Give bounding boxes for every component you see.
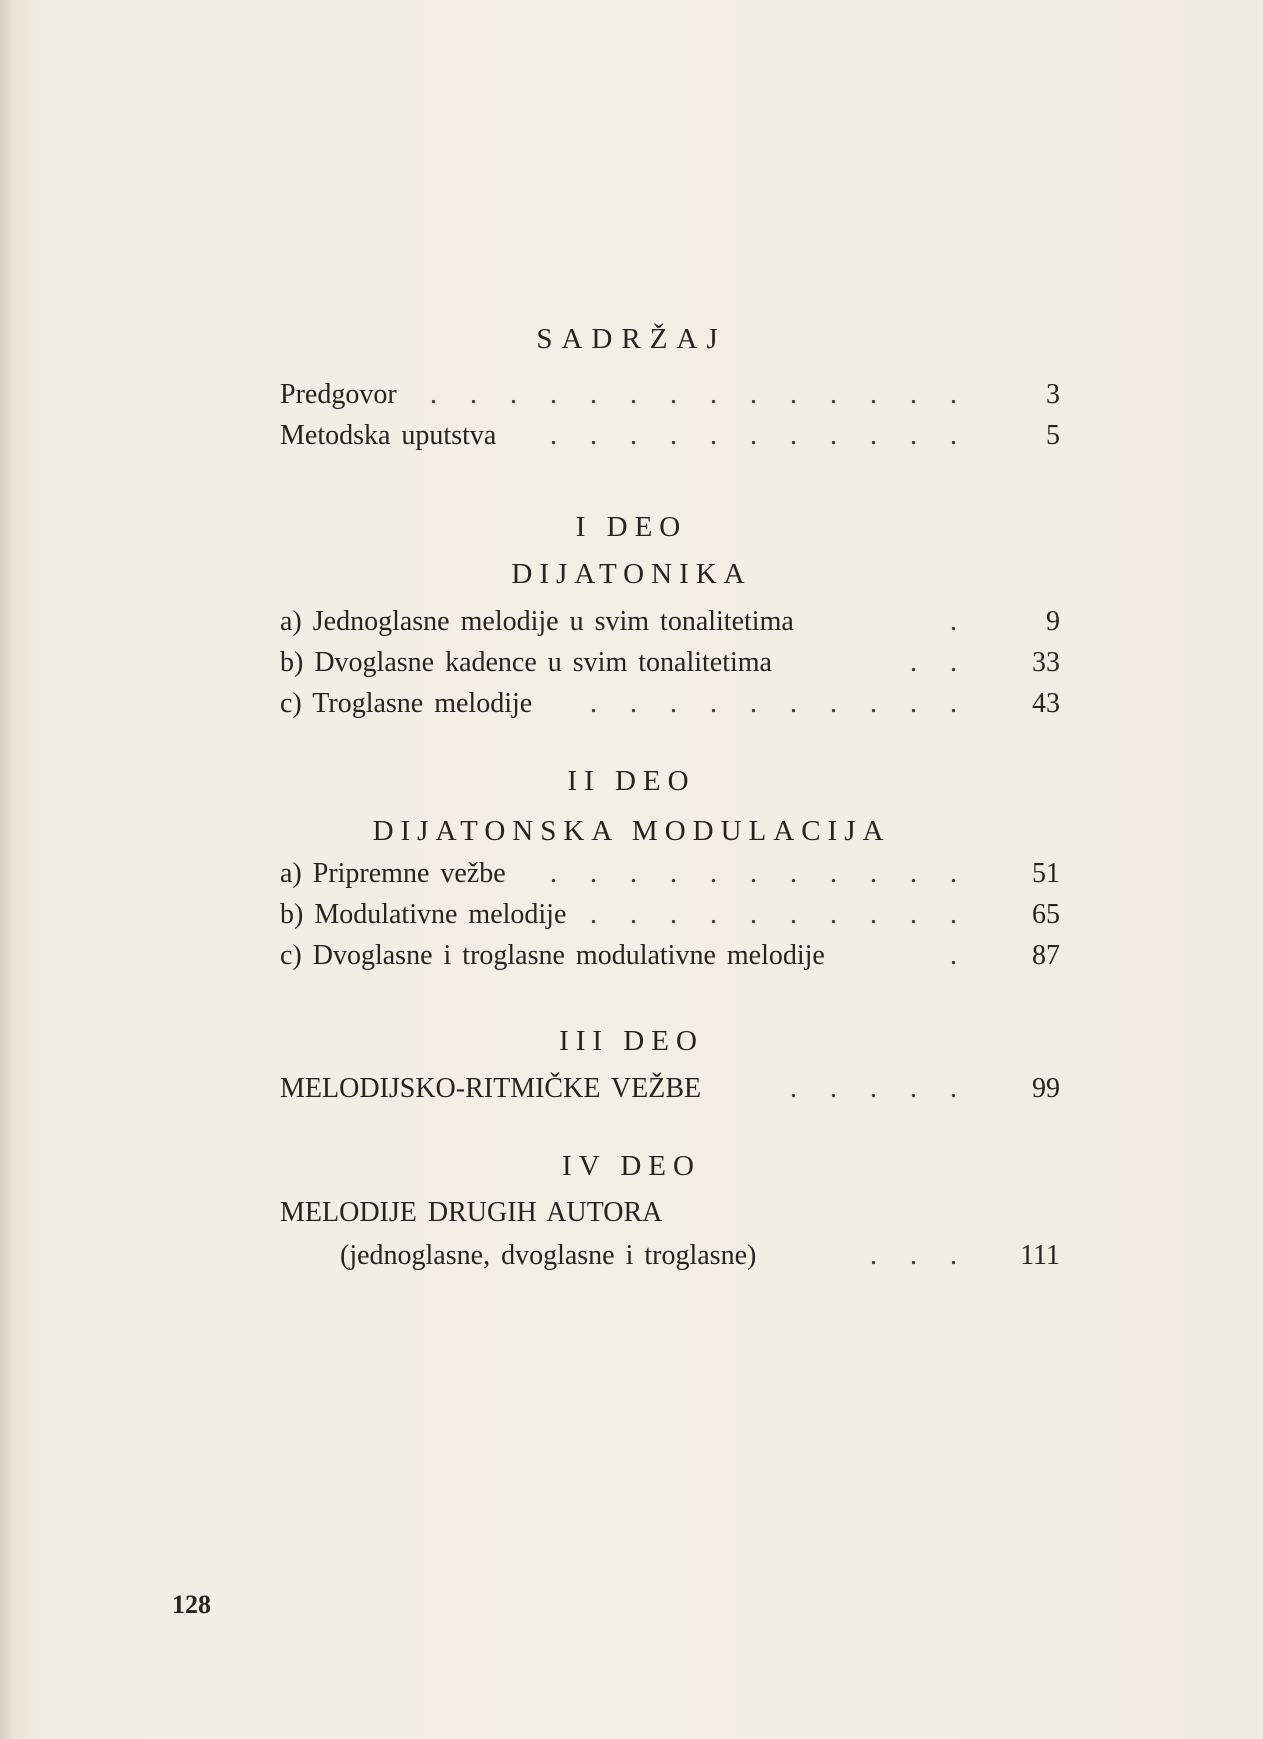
- toc-entry-page: 5: [1046, 420, 1060, 451]
- toc-entry-page: 65: [1032, 899, 1060, 930]
- toc-entry-part2-c: [280, 938, 1060, 974]
- dot-leader: . . . . . . . . . . .: [550, 858, 970, 889]
- toc-entry-title: b) Modulativne melodije: [280, 899, 567, 930]
- toc-entry-predgovor: [280, 377, 1060, 413]
- toc-entry-part3: [280, 1071, 1060, 1107]
- toc-entry-title: c) Troglasne melodije: [280, 688, 533, 719]
- toc-entry-part4: [280, 1238, 1060, 1274]
- dot-leader: . . .: [870, 1240, 970, 1271]
- dot-leader: .: [950, 940, 970, 971]
- toc-entry-title: Metodska uputstva: [280, 420, 497, 451]
- dot-leader: . . . . . . . . . .: [590, 688, 970, 719]
- page-edge-shadow: [0, 0, 14, 1739]
- part-4-subheading: MELODIJE DRUGIH AUTORA: [280, 1197, 663, 1228]
- part-4-heading: IV DEO: [562, 1150, 701, 1182]
- page-number: 128: [172, 1590, 211, 1619]
- toc-entry-title: MELODIJSKO-RITMIČKE VEŽBE: [280, 1073, 702, 1104]
- toc-entry-part1-a: [280, 604, 1060, 640]
- part-1-subheading: DIJATONIKA: [511, 558, 752, 590]
- dot-leader: . . . . . . . . . . .: [550, 420, 970, 451]
- dot-leader: . . . . . . . . . . . . . .: [430, 379, 970, 410]
- dot-leader: .: [950, 606, 970, 637]
- toc-entry-title: b) Dvoglasne kadence u svim tonalitetima: [280, 647, 772, 678]
- toc-entry-title: c) Dvoglasne i troglasne modulativne melodije: [280, 940, 825, 971]
- part-4-subheading-row: [280, 1195, 1060, 1231]
- toc-entry-title: Predgovor: [280, 379, 397, 410]
- toc-entry-part2-b: [280, 897, 1060, 933]
- toc-entry-page: 33: [1032, 647, 1060, 678]
- toc-entry-part2-a: [280, 856, 1060, 892]
- toc-entry-page: 99: [1032, 1073, 1060, 1104]
- part-3-heading: III DEO: [559, 1025, 704, 1057]
- part-2-subheading: DIJATONSKA MODULACIJA: [372, 815, 891, 847]
- page-title: SADRŽAJ: [536, 323, 727, 355]
- toc-entry-part1-c: [280, 686, 1060, 722]
- toc-entry-page: 9: [1046, 606, 1060, 637]
- toc-entry-metodska-uputstva: [280, 418, 1060, 454]
- part-1-heading: I DEO: [575, 511, 688, 543]
- part-2-heading: II DEO: [567, 765, 696, 797]
- toc-entry-page: 3: [1046, 379, 1060, 410]
- toc-entry-page: 43: [1032, 688, 1060, 719]
- toc-entry-page: 87: [1032, 940, 1060, 971]
- toc-entry-page: 51: [1032, 858, 1060, 889]
- toc-entry-title: a) Pripremne vežbe: [280, 858, 506, 889]
- toc-entry-title: a) Jednoglasne melodije u svim tonalitetima: [280, 606, 794, 637]
- dot-leader: . . . . .: [790, 1073, 970, 1104]
- dot-leader: . . . . . . . . . .: [590, 899, 970, 930]
- toc-entry-title: (jednoglasne, dvoglasne i troglasne): [340, 1240, 757, 1271]
- toc-entry-part1-b: [280, 645, 1060, 681]
- toc-entry-page: 111: [1020, 1240, 1060, 1271]
- dot-leader: . .: [910, 647, 970, 678]
